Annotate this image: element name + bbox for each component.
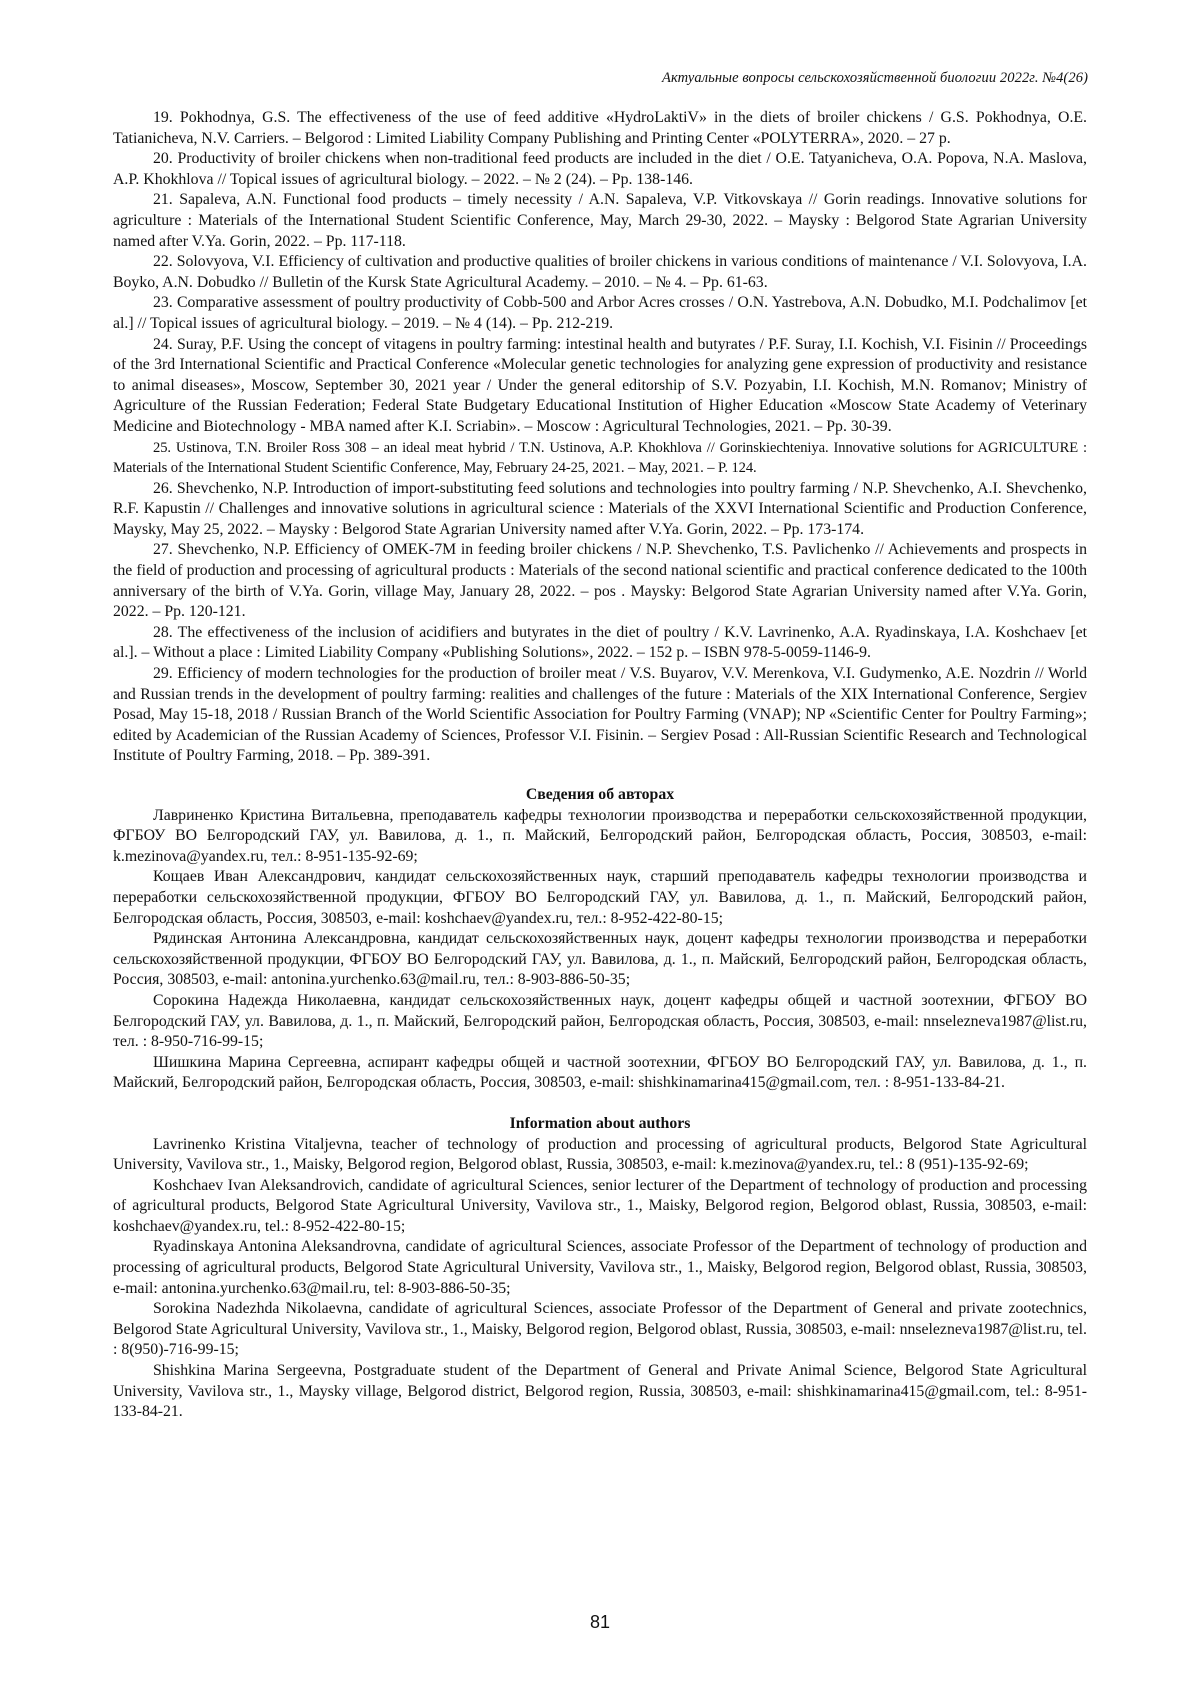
- author-ru-5: Шишкина Марина Сергеевна, аспирант кафедры общей и частной зоотехнии, ФГБОУ ВО Белгородский ГАУ, ул. Вавилова, д. 1., п. Майский, Белгородский район, Белгородская область, Россия, 308503, e-mail: shishkinamarina415@gmail.com, тел. : 8-951-133-84-21.: [113, 1053, 1087, 1092]
- page-content: [113, 108, 1087, 1423]
- author-ru-4: Сорокина Надежда Николаевна, кандидат сельскохозяйственных наук, доцент кафедры общей и частной зоотехнии, ФГБОУ ВО Белгородский ГАУ, ул. Вавилова, д. 1., п. Майский, Белгородский район, Белгородская область, Россия, 308503, e-mail: nnselezneva1987@list.ru, тел. : 8-950-716-99-15;: [113, 991, 1087, 1051]
- author-en-4: Sorokina Nadezhda Nikolaevna, candidate of agricultural Sciences, associate Professor of the Department of General and private zootechnics, Belgorod State Agricultural University, Vavilova str., 1., Maisky, Belgorod region, Belgorod oblast, Russia, 308503, e-mail: nnselezneva1987@list.ru, tel. : 8(950)-716-99-15;: [113, 1300, 1087, 1359]
- reference-list: [113, 108, 1087, 767]
- author-en-5: Shishkina Marina Sergeevna, Postgraduate student of the Department of General and Private Animal Science, Belgorod State Agricultural University, Vavilova str., 1., Maysky village, Belgorod district, Belgorod region, Russia, 308503, e-mail: shishkinamarina415@gmail.com, tel.: 8-951-133-84-21.: [113, 1362, 1087, 1421]
- author-en-2: Koshchaev Ivan Aleksandrovich, candidate of agricultural Sciences, senior lecturer of the Department of technology of production and processing of agricultural products, Belgorod State Agricultural University, Vavilova str., 1., Maisky, Belgorod region, Belgorod oblast, Russia, 308503, e-mail: koshchaev@yandex.ru, tel.: 8-952-422-80-15;: [113, 1176, 1087, 1235]
- author-en-1: Lavrinenko Kristina Vitaljevna, teacher of technology of production and processing of agricultural products, Belgorod State Agricultural University, Vavilova str., 1., Maisky, Belgorod region, Belgorod oblast, Russia, 308503, e-mail: k.mezinova@yandex.ru, tel.: 8 (951)-135-92-69;: [113, 1135, 1087, 1174]
- author-ru-2: Кощаев Иван Александрович, кандидат сельскохозяйственных наук, старший преподаватель кафедры технологии производства и переработки сельскохозяйственной продукции, ФГБОУ ВО Белгородский ГАУ, ул. Вавилова, д. 1., п. Майский, Белгородский район, Белгородская область, Россия, 308503, e-mail: koshchaev@yandex.ru, тел.: 8-952-422-80-15;: [113, 868, 1087, 927]
- page-number: 81: [589, 1612, 611, 1632]
- reference-19: 19. Pokhodnya, G.S. The effectiveness of the use of feed additive «HydroLaktiV» in the diets of broiler chickens / G.S. Pokhodnya, O.E. Tatianicheva, N.V. Carriers. – Belgorod : Limited Liability Company Publishing and Printing Center «POLYTERRA», 2020. – 27 p.: [113, 109, 1087, 147]
- authors-en-list: [113, 1135, 1087, 1423]
- authors-ru-title: Сведения об авторах: [525, 786, 675, 803]
- author-ru-3: Рядинская Антонина Александровна, кандидат сельскохозяйственных наук, доцент кафедры технологии производства и переработки сельскохозяйственной продукции, ФГБОУ ВО Белгородский ГАУ, ул. Вавилова, д. 1., п. Майский, Белгородский район, Белгородская область, Россия, 308503, e-mail: antonina.yurchenko.63@mail.ru, тел.: 8-903-886-50-35;: [113, 930, 1087, 989]
- reference-27: 27. Shevchenko, N.P. Efficiency of OMEK-7M in feeding broiler chickens / N.P. Shevchenko, T.S. Pavlichenko // Achievements and prospects in the field of production and processing of agricultural products : Materials of the second national scientific and practical conference dedicated to the 100th anniversary of the birth of V.Ya. Gorin, village May, January 28, 2022. – pos . Maysky: Belgorod State Agrarian University named after V.Ya. Gorin, 2022. – Pp. 120-121.: [113, 541, 1087, 621]
- reference-22: 22. Solovyova, V.I. Efficiency of cultivation and productive qualities of broiler chickens in various conditions of maintenance / V.I. Solovyova, I.A. Boyko, A.N. Dobudko // Bulletin of the Kursk State Agricultural Academy. – 2010. – № 4. – Pp. 61-63.: [113, 253, 1087, 291]
- reference-25: 25. Ustinova, T.N. Broiler Ross 308 – an ideal meat hybrid / T.N. Ustinova, A.P. Khokhlova // Gorinskiechteniya. Innovative solutions for AGRICULTURE : Materials of the International Student Scientific Conference, May, February 24-25, 2021. – May, 2021. – P. 124.: [113, 439, 1087, 477]
- author-en-3: Ryadinskaya Antonina Aleksandrovna, candidate of agricultural Sciences, associate Professor of the Department of technology of production and processing of agricultural products, Belgorod State Agricultural University, Vavilova str., 1., Maisky, Belgorod region, Belgorod oblast, Russia, 308503, e-mail: antonina.yurchenko.63@mail.ru, tel: 8-903-886-50-35;: [113, 1238, 1087, 1297]
- reference-29: 29. Efficiency of modern technologies for the production of broiler meat / V.S. Buyarov, V.V. Merenkova, V.I. Gudymenko, A.E. Nozdrin // World and Russian trends in the development of poultry farming: realities and challenges of the future : Materials of the XIX International Conference, Sergiev Posad, May 15-18, 2018 / Russian Branch of the World Scientific Association for Poultry Farming (VNAP); NP «Scientific Center for Poultry Farming»; edited by Academician of the Russian Academy of Sciences, Professor V.I. Fisinin. – Sergiev Posad : All-Russian Scientific Research and Technological Institute of Poultry Farming, 2018. – Pp. 389-391.: [113, 665, 1087, 765]
- reference-24: 24. Suray, P.F. Using the concept of vitagens in poultry farming: intestinal health and butyrates / P.F. Suray, I.I. Kochish, V.I. Fisinin // Proceedings of the 3rd International Scientific and Practical Conference «Molecular genetic technologies for analyzing gene expression of productivity and resistance to animal diseases», Moscow, September 30, 2021 year / Under the general editorship of S.V. Pozyabin, I.I. Kochish, M.N. Romanov; Ministry of Agriculture of the Russian Federation; Federal State Budgetary Educational Institution of Higher Education «Moscow State Academy of Veterinary Medicine and Biotechnology - MBA named after K.I. Scriabin». – Moscow : Agricultural Technologies, 2021. – Pp. 30-39.: [113, 335, 1087, 435]
- authors-en-title: Information about authors: [509, 1114, 691, 1132]
- authors-ru-list: [113, 806, 1087, 1094]
- reference-28: 28. The effectiveness of the inclusion of acidifiers and butyrates in the diet of poultry / K.V. Lavrinenko, A.A. Ryadinskaya, I.A. Koshchaev [et al.]. – Without a place : Limited Liability Company «Publishing Solutions», 2022. – 152 p. – ISBN 978-5-0059-1146-9.: [113, 623, 1087, 662]
- journal-header: Актуальные вопросы сельскохозяйственной биологии 2022г. №4(26): [662, 70, 1088, 86]
- reference-20: 20. Productivity of broiler chickens when non-traditional feed products are included in the diet / O.E. Tatyanicheva, O.A. Popova, N.A. Maslova, A.P. Khokhlova // Topical issues of agricultural biology. – 2022. – № 2 (24). – Pp. 138-146.: [113, 150, 1087, 188]
- reference-23: 23. Comparative assessment of poultry productivity of Cobb-500 and Arbor Acres crosses / O.N. Yastrebova, A.N. Dobudko, M.I. Podchalimov [et al.] // Topical issues of agricultural biology. – 2019. – № 4 (14). – Pp. 212-219.: [113, 294, 1087, 332]
- reference-21: 21. Sapaleva, A.N. Functional food products – timely necessity / A.N. Sapaleva, V.P. Vitkovskaya // Gorin readings. Innovative solutions for agriculture : Materials of the International Student Scientific Conference, May, March 29-30, 2022. – Maysky : Belgorod State Agrarian University named after V.Ya. Gorin, 2022. – Pp. 117-118.: [113, 191, 1087, 250]
- author-ru-1: Лавриненко Кристина Витальевна, преподаватель кафедры технологии производства и переработки сельскохозяйственной продукции, ФГБОУ ВО Белгородский ГАУ, ул. Вавилова, д. 1., п. Майский, Белгородский район, Белгородская область, Россия, 308503, e-mail: k.mezinova@yandex.ru, тел.: 8-951-135-92-69;: [113, 806, 1087, 865]
- reference-26: 26. Shevchenko, N.P. Introduction of import-substituting feed solutions and technologies into poultry farming / N.P. Shevchenko, A.I. Shevchenko, R.F. Kapustin // Challenges and innovative solutions in agricultural science : Materials of the XXVI International Scientific and Production Conference, Maysky, May 25, 2022. – Maysky : Belgorod State Agrarian University named after V.Ya. Gorin, 2022. – Pp. 173-174.: [113, 479, 1087, 538]
